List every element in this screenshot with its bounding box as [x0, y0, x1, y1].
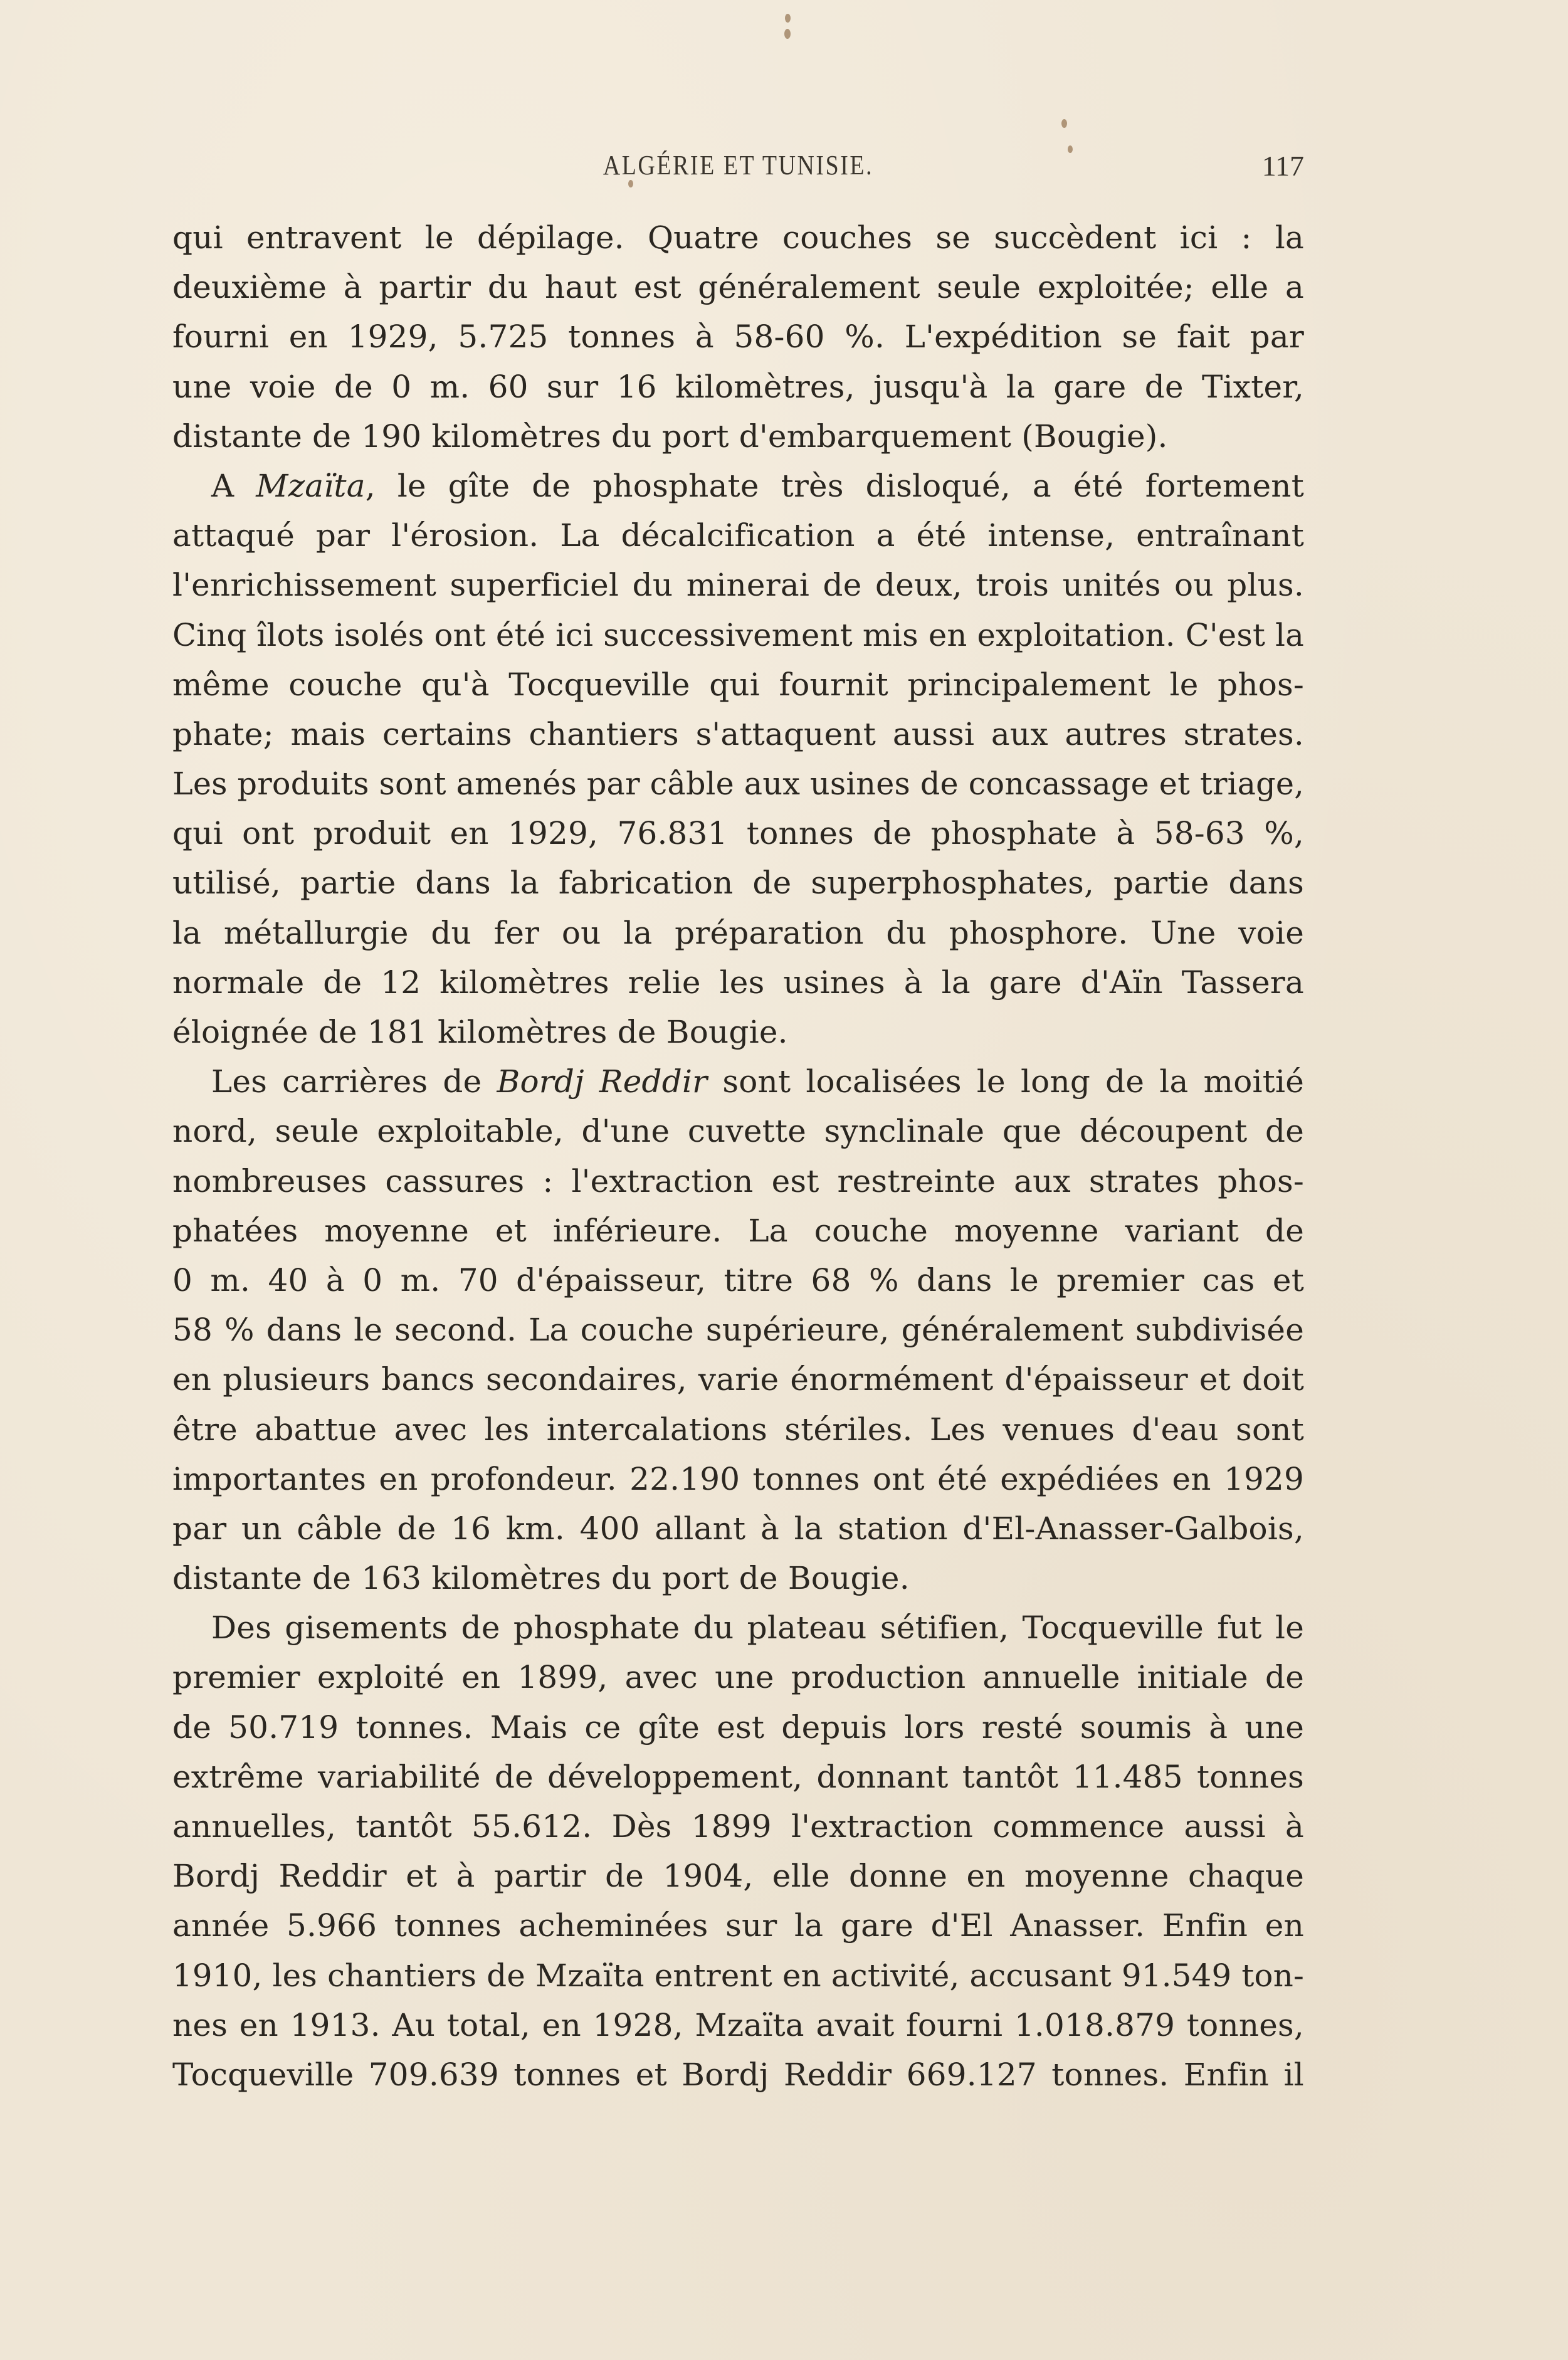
text-line: l'enrichissement superficiel du minerai de deux, trois unités ou plus. [172, 567, 1304, 604]
text-line: importantes en profondeur. 22.190 tonnes ont été expédiées en 1929 [172, 1460, 1304, 1497]
foxing-spot [785, 14, 791, 23]
text-line: nombreuses cassures : l'extraction est restreinte aux strates phos- [172, 1162, 1304, 1199]
text-line: 0 m. 40 à 0 m. 70 d'épaisseur, titre 68 % dans le premier cas et [172, 1262, 1304, 1299]
foxing-spot [784, 29, 791, 39]
text-line: de 50.719 tonnes. Mais ce gîte est depuis lors resté soumis à une [172, 1709, 1304, 1746]
text-line [172, 461, 1304, 511]
text-line: qui ont produit en 1929, 76.831 tonnes de phosphate à 58-63 %, [172, 815, 1304, 852]
text-line: nes en 1913. Au total, en 1928, Mzaïta avait fourni 1.018.879 tonnes, [172, 2006, 1304, 2043]
text-line: 58 % dans le second. La couche supérieure, généralement subdivisée [172, 1312, 1304, 1349]
text-fragment: , le gîte de phosphate très disloqué, a été fortement [365, 467, 1305, 504]
text-line: normale de 12 kilomètres relie les usines à la gare d'Aïn Tassera [172, 964, 1304, 1001]
text-fragment: sont localisées le long de la moitié [707, 1063, 1304, 1100]
text-line: année 5.966 tonnes acheminées sur la gare d'El Anasser. Enfin en [172, 1907, 1304, 1944]
text-line: fourni en 1929, 5.725 tonnes à 58-60 %. L'expédition se fait par [172, 319, 1304, 356]
text-fragment: Les carrières de [211, 1063, 497, 1100]
running-head [172, 149, 1304, 187]
text-line: phatées moyenne et inférieure. La couche moyenne variant de [172, 1212, 1304, 1249]
text-line: phate; mais certains chantiers s'attaquent aussi aux autres strates. [172, 715, 1304, 752]
text-fragment: A [211, 467, 256, 504]
place-name-italic: Mzaïta [256, 467, 366, 504]
text-line: attaqué par l'érosion. La décalcification a été intense, entraînant [172, 517, 1304, 554]
foxing-spot [1061, 119, 1067, 128]
text-line: une voie de 0 m. 60 sur 16 kilomètres, jusqu'à la gare de Tixter, [172, 368, 1304, 405]
text-line: par un câble de 16 km. 400 allant à la station d'El-Anasser-Galbois, [172, 1510, 1304, 1547]
text-line: éloignée de 181 kilomètres de Bougie. [172, 1014, 788, 1050]
text-line: être abattue avec les intercalations stériles. Les venues d'eau sont [172, 1411, 1304, 1448]
running-title: ALGÉRIE ET TUNISIE. [602, 150, 874, 181]
text-line: utilisé, partie dans la fabrication de superphosphates, partie dans [172, 865, 1304, 902]
text-line: annuelles, tantôt 55.612. Dès 1899 l'extraction commence aussi à [172, 1808, 1304, 1845]
text-line: distante de 190 kilomètres du port d'embarquement (Bougie). [172, 418, 1168, 455]
text-line [172, 1057, 1304, 1107]
text-line: Tocqueville 709.639 tonnes et Bordj Reddir 669.127 tonnes. Enfin il [172, 2056, 1304, 2093]
text-line: qui entravent le dépilage. Quatre couches se succèdent ici : la [172, 219, 1304, 256]
text-line: 1910, les chantiers de Mzaïta entrent en activité, accusant 91.549 ton- [172, 1957, 1305, 1994]
text-line: même couche qu'à Tocqueville qui fournit principalement le phos- [172, 666, 1304, 703]
text-line: Les produits sont amenés par câble aux usines de concassage et triage, [172, 766, 1304, 803]
place-name-italic: Bordj Reddir [497, 1063, 708, 1100]
text-line: la métallurgie du fer ou la préparation du phosphore. Une voie [172, 914, 1304, 951]
text-line: en plusieurs bancs secondaires, varie énormément d'épaisseur et doit [172, 1361, 1304, 1398]
text-line: Des gisements de phosphate du plateau sétifien, Tocqueville fut le [211, 1609, 1304, 1646]
text-line: deuxième à partir du haut est généralement seule exploitée; elle a [172, 269, 1304, 306]
body-text [172, 213, 1304, 2100]
text-line: extrême variabilité de développement, donnant tantôt 11.485 tonnes [172, 1758, 1304, 1795]
text-line: Bordj Reddir et à partir de 1904, elle donne en moyenne chaque [172, 1858, 1304, 1895]
page-number: 117 [1261, 150, 1304, 182]
text-line: premier exploité en 1899, avec une production annuelle initiale de [172, 1659, 1304, 1696]
text-line: Cinq îlots isolés ont été ici successivement mis en exploitation. C'est la [172, 616, 1304, 653]
text-line: distante de 163 kilomètres du port de Bougie. [172, 1560, 910, 1597]
text-line: nord, seule exploitable, d'une cuvette synclinale que découpent de [172, 1113, 1304, 1150]
